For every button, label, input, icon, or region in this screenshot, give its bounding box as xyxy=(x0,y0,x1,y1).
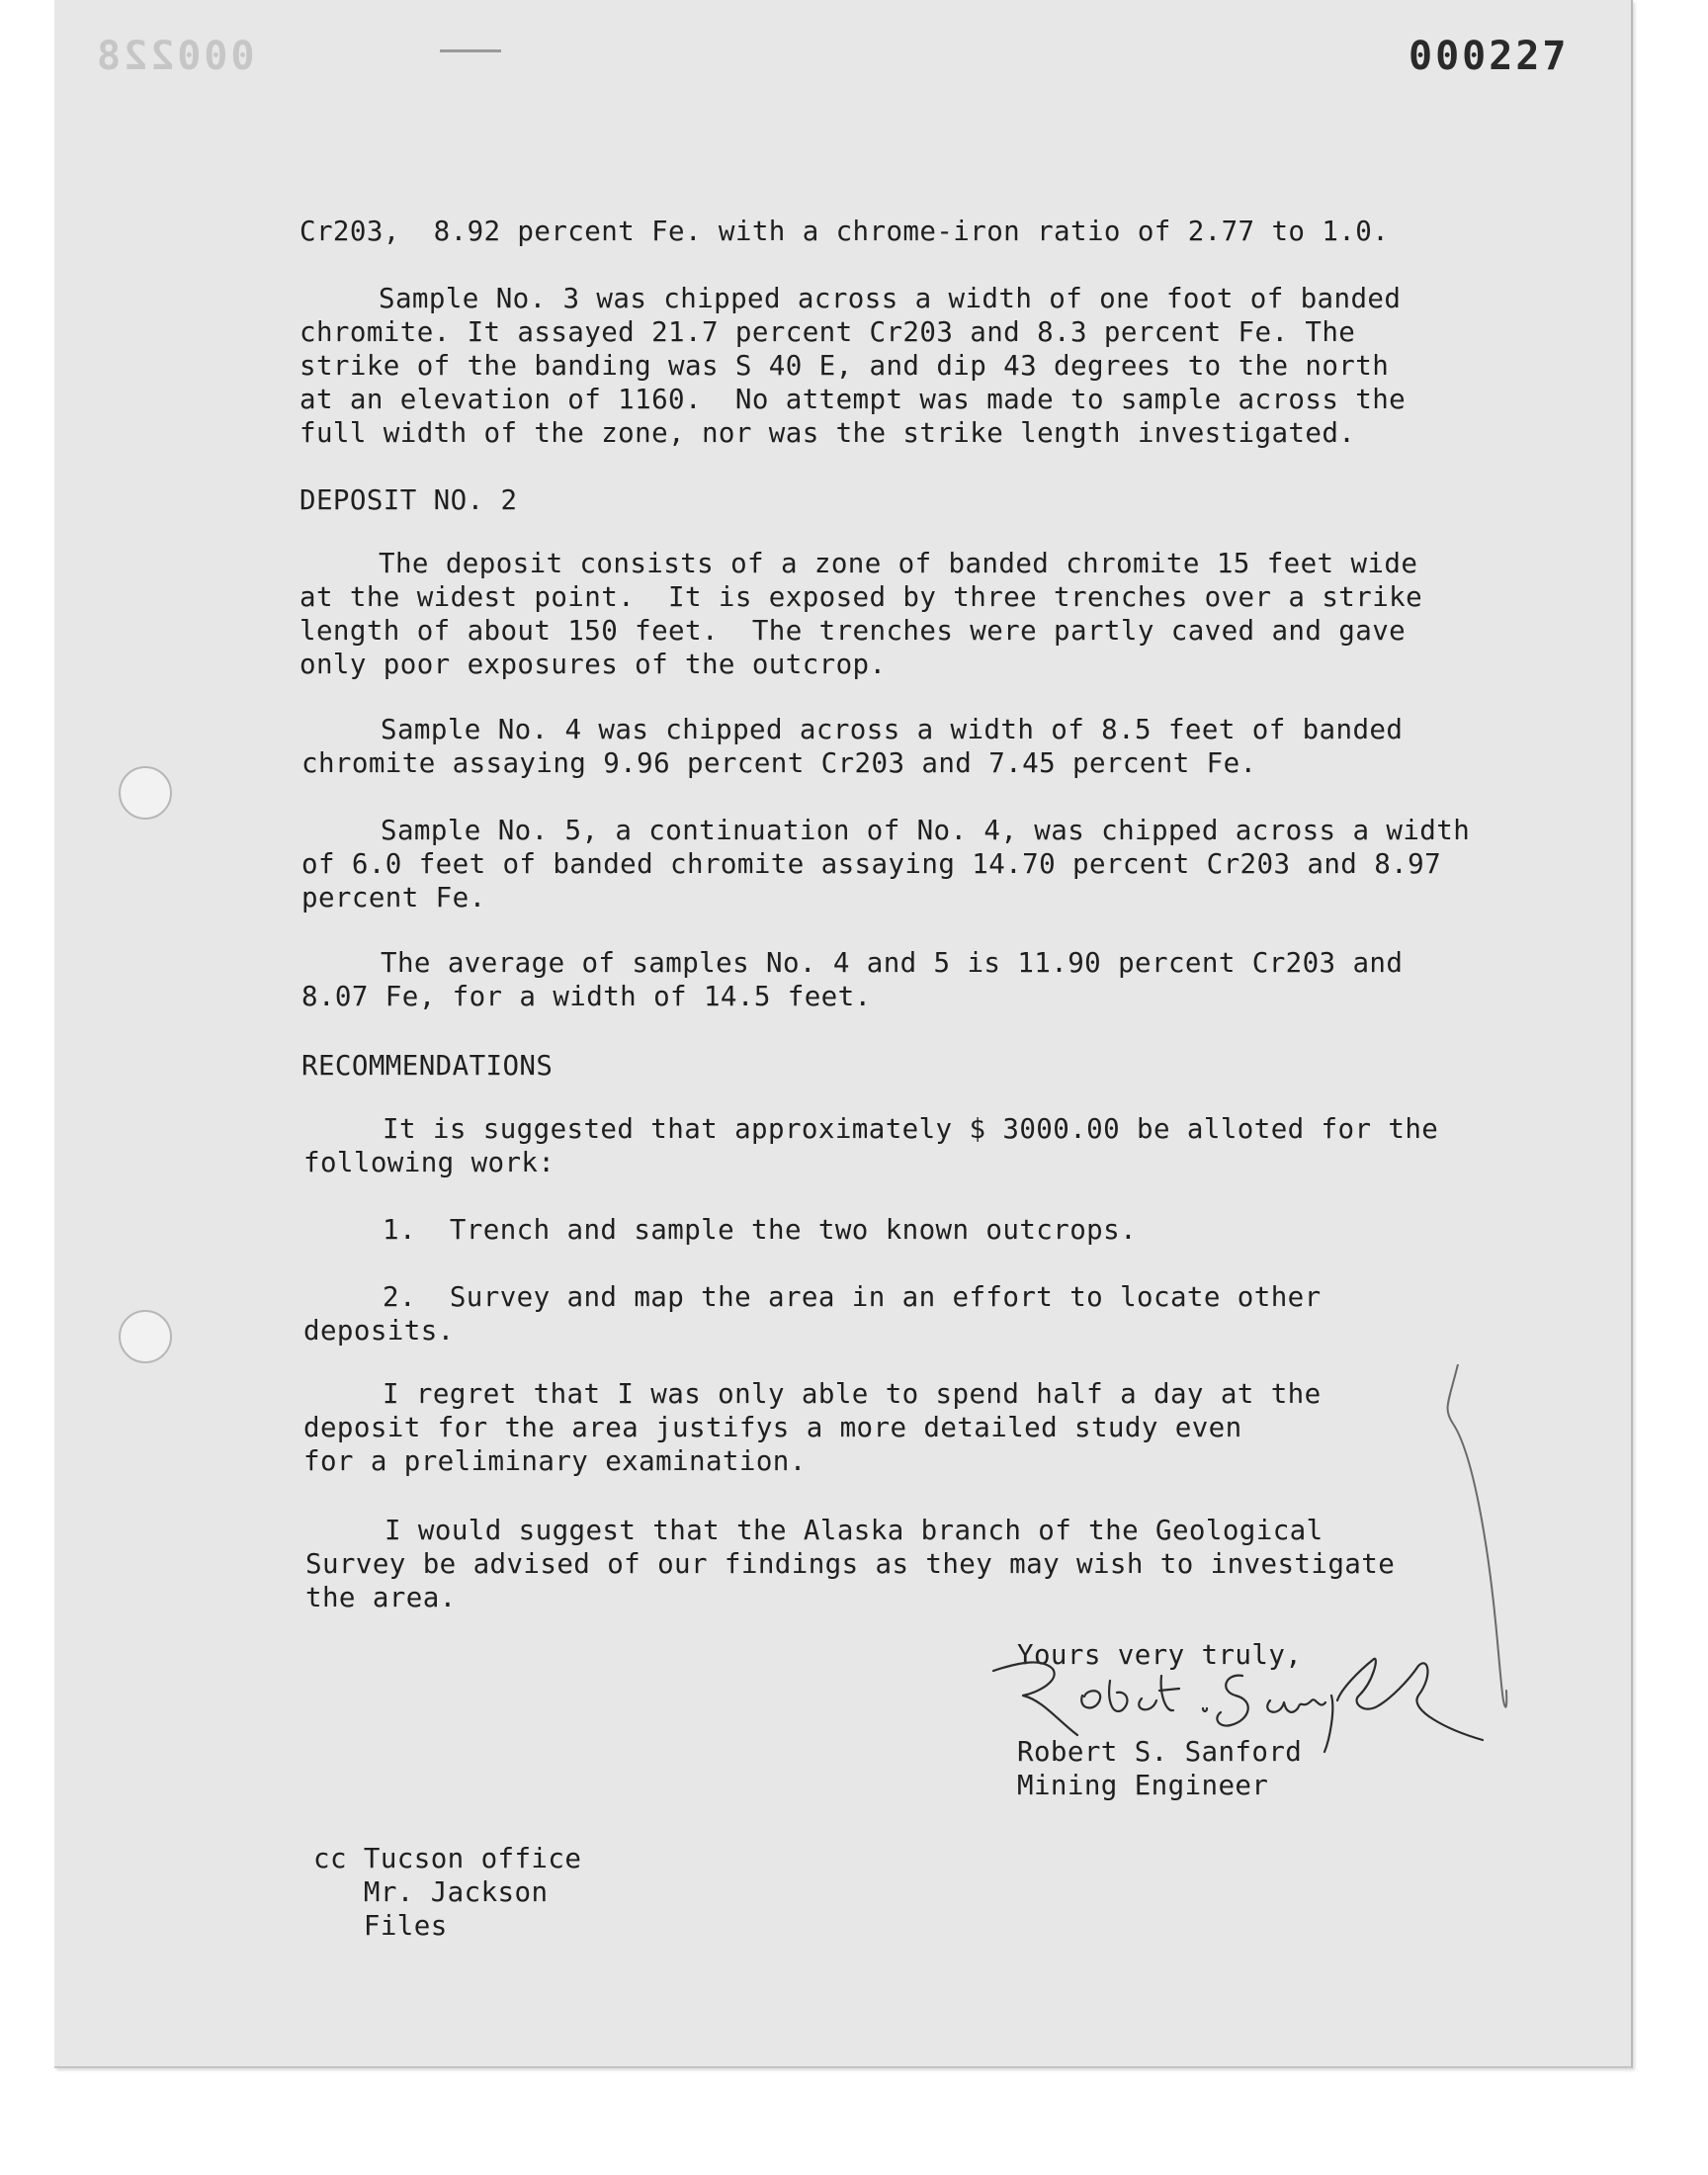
continuation-line: Cr203, 8.92 percent Fe. with a chrome-iron ratio of 2.77 to 1.0. xyxy=(299,216,1390,247)
salutation: Yours very truly, xyxy=(1017,1639,1303,1671)
heading-recommendations: RECOMMENDATIONS xyxy=(301,1050,554,1082)
cc-line-tucson: cc Tucson office xyxy=(313,1843,582,1874)
signer-name: Robert S. Sanford xyxy=(1017,1736,1303,1768)
pencil-mark xyxy=(440,49,501,52)
bleed-through-page-number: 000228 xyxy=(94,34,255,79)
cc-line-files: Files xyxy=(313,1910,448,1942)
paragraph-sample-3: Sample No. 3 was chipped across a width of one foot of banded chromite. It assayed 21.7 percent Cr203 and 8.3 percent Fe. The strike of the banding was S 40 E, and dip 43 degrees to the north at an elevation of 1160. No attempt was made to sample across the full width of the zone, nor was the strike length investigated. xyxy=(299,283,1407,449)
signer-title: Mining Engineer xyxy=(1017,1770,1269,1801)
page-number-stamp: 000227 xyxy=(1409,34,1570,79)
paragraph-deposit-description: The deposit consists of a zone of banded chromite 15 feet wide at the widest point. It is exposed by three trenches over a strike length of about 150 feet. The trenches were partly caved and gave only poor exposures of the outcrop. xyxy=(299,548,1423,680)
document-page xyxy=(54,0,1633,2068)
heading-deposit-2: DEPOSIT NO. 2 xyxy=(299,484,518,516)
paragraph-regret: I regret that I was only able to spend half a day at the deposit for the area justifys a more detailed study even for a preliminary examination. xyxy=(303,1378,1322,1477)
paragraph-sample-4: Sample No. 4 was chipped across a width of 8.5 feet of banded chromite assaying 9.96 percent Cr203 and 7.45 percent Fe. xyxy=(301,714,1404,779)
paragraph-alaska-survey: I would suggest that the Alaska branch of the Geological Survey be advised of our findings as they may wish to investigate the area. xyxy=(305,1515,1396,1613)
paragraph-average: The average of samples No. 4 and 5 is 11.90 percent Cr203 and 8.07 Fe, for a width of 14.5 feet. xyxy=(301,947,1404,1012)
recommendation-item-2: 2. Survey and map the area in an effort to locate other deposits. xyxy=(303,1281,1322,1347)
cc-line-jackson: Mr. Jackson xyxy=(313,1876,549,1908)
punch-hole-top xyxy=(119,766,172,820)
paragraph-suggestion: It is suggested that approximately $ 3000.00 be alloted for the following work: xyxy=(303,1113,1439,1178)
recommendation-item-1: 1. Trench and sample the two known outcrops. xyxy=(383,1214,1138,1246)
paragraph-sample-5: Sample No. 5, a continuation of No. 4, was chipped across a width of 6.0 feet of banded chromite assaying 14.70 percent Cr203 and 8.97 percent Fe. xyxy=(301,815,1471,914)
punch-hole-bottom xyxy=(119,1310,172,1363)
margin-pencil-mark xyxy=(1418,1364,1537,1720)
